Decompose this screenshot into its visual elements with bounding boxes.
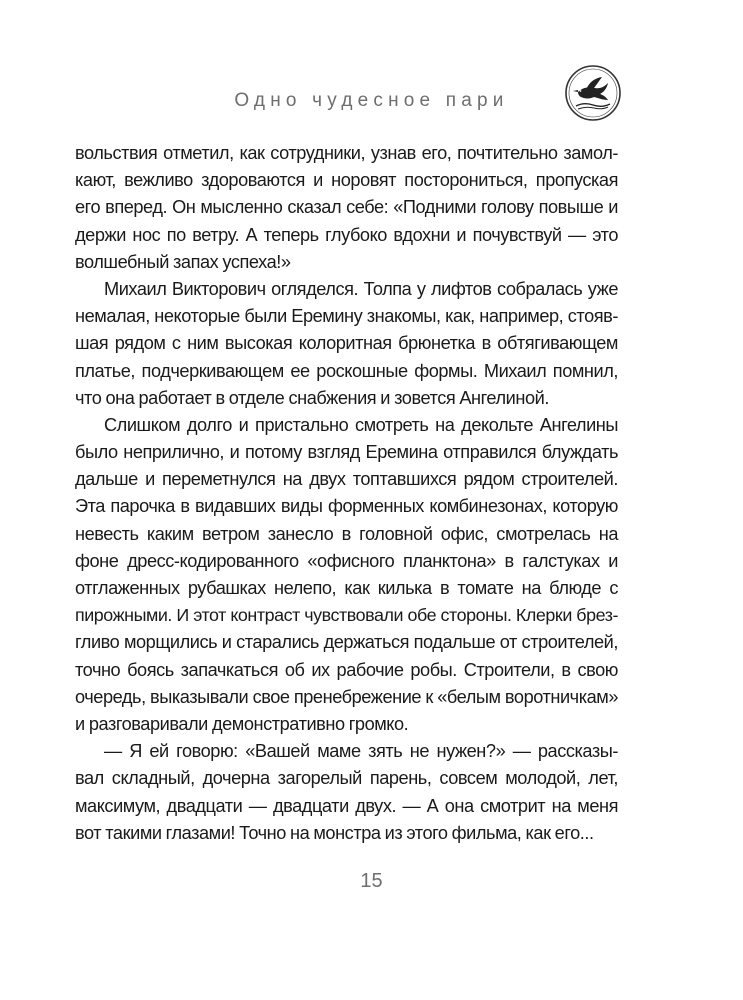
text-line: Михаил Викторович огляделся. Толпа у лифтов собралась уже (104, 278, 618, 299)
text-line: и разговаривали демонстративно громко. (75, 713, 409, 734)
text-line: точно боясь запачкаться об их рабочие робы. Строители, в свою (75, 659, 618, 680)
text-line: было неприлично, и потому взгляд Еремина отправился блуждать (75, 442, 618, 463)
text-line: дальше и переметнулся на двух топтавшихся рядом строителей. (75, 469, 618, 490)
text-line: вал складный, дочерна загорелый парень, совсем молодой, лет, (75, 768, 618, 789)
text-line: вольствия отметил, как сотрудники, узнав его, почтительно замол- (75, 143, 618, 163)
text-line: немалая, некоторые были Еремину знакомы, как, например, стояв- (75, 306, 618, 327)
text-line: гливо морщились и старались держаться подальше от строителей, (75, 632, 618, 653)
bird-emblem-icon (564, 64, 622, 122)
text-line: невесть каким ветром занесло в головной офис, смотрелась на (75, 523, 618, 544)
text-line: Слишком долго и пристально смотреть на декольте Ангелины (104, 414, 618, 435)
text-line: — Я ей говорю: «Вашей маме зять не нужен?» — рассказы- (104, 741, 618, 762)
text-line: кают, вежливо здороваются и норовят посторониться, пропуская (75, 170, 618, 191)
text-line: отглаженных рубашках нелепо, как килька в томате на блюде с (75, 578, 618, 598)
text-line: максимум, двадцати — двадцати двух. — А она смотрит на меня (75, 795, 618, 816)
text-line: его вперед. Он мысленно сказал себе: «Подними голову повыше и (75, 197, 618, 218)
body-text (75, 140, 618, 847)
text-line: очередь, выказывали свое пренебрежение к «белым воротничкам» (75, 686, 618, 707)
text-line: вот такими глазами! Точно на монстра из этого фильма, как его... (75, 822, 594, 843)
text-line: фоне дресс-кодированного «офисного планктона» в галстуках и (75, 550, 618, 571)
text-line: шая рядом с ним высокая колоритная брюнетка в обтягивающем (75, 333, 618, 354)
text-line: волшебный запах успеха!» (75, 251, 291, 272)
text-line: Эта парочка в видавших виды форменных комбинезонах, которую (75, 496, 618, 517)
text-line: что она работает в отделе снабжения и зовется Ангелиной. (75, 387, 549, 408)
text-line: пирожными. И этот контраст чувствовали обе стороны. Клерки брез- (75, 605, 618, 626)
text-line: платье, подчеркивающем ее роскошные формы. Михаил помнил, (75, 360, 618, 381)
running-head-title: Одно чудесное пари (234, 90, 509, 111)
page-number: 15 (360, 870, 383, 892)
text-line: держи нос по ветру. А теперь глубоко вдохни и почувствуй — это (75, 224, 618, 245)
